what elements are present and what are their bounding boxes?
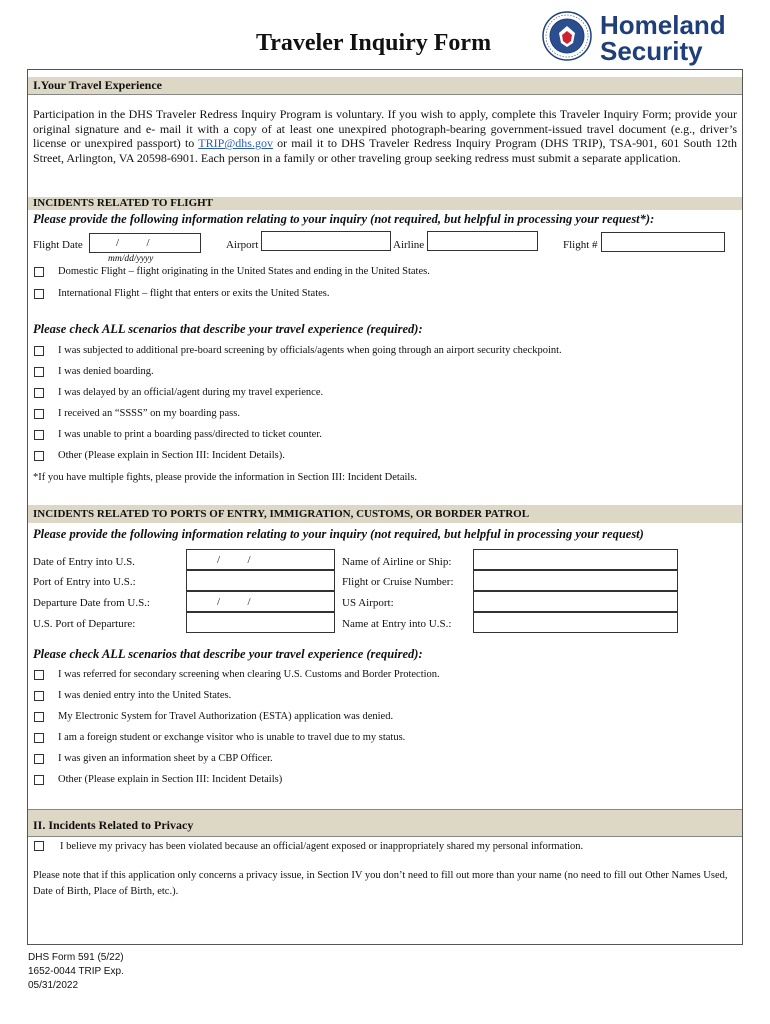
- domestic-flight-label: Domestic Flight – flight originating in the United States and ending in the United States.: [58, 266, 430, 277]
- departure-date-label: Departure Date from U.S.:: [33, 597, 150, 609]
- flight-scenario-checkbox[interactable]: [34, 451, 44, 461]
- airport-label: Airport: [226, 239, 259, 251]
- divider: [28, 94, 742, 95]
- omb-number: 1652-0044 TRIP Exp.: [28, 966, 124, 977]
- privacy-checkbox[interactable]: [34, 841, 44, 851]
- flight-number-field[interactable]: [601, 232, 725, 252]
- departure-date-field[interactable]: / /: [186, 591, 335, 612]
- ports-scenario-checkbox[interactable]: [34, 691, 44, 701]
- privacy-option-label: I believe my privacy has been violated because an official/agent exposed or inappropriately shared my personal information.: [60, 841, 584, 852]
- section-heading: I.Your Travel Experience: [28, 77, 742, 94]
- flight-scenario-label: I was subjected to additional pre-board screening by officials/agents when going through an airport security checkpoint.: [58, 345, 562, 356]
- airline-ship-field[interactable]: [473, 549, 678, 570]
- ports-scenario-label: My Electronic System for Travel Authorization (ESTA) application was denied.: [58, 711, 394, 722]
- form-footer: [28, 951, 124, 993]
- port-of-departure-label: U.S. Port of Departure:: [33, 618, 136, 630]
- ports-scenario-label: I was given an information sheet by a CBP Officer.: [58, 753, 273, 764]
- ports-scenario-checkbox[interactable]: [34, 775, 44, 785]
- expiration-date: 05/31/2022: [28, 980, 79, 991]
- flight-scenario-checkbox[interactable]: [34, 346, 44, 356]
- port-of-departure-field[interactable]: [186, 612, 335, 633]
- flight-number-label: Flight #: [563, 239, 598, 251]
- flight-cruise-number-field[interactable]: [473, 570, 678, 591]
- name-at-entry-field[interactable]: [473, 612, 678, 633]
- flight-scenario-checkbox[interactable]: [34, 388, 44, 398]
- airline-ship-label: Name of Airline or Ship:: [342, 556, 452, 568]
- ports-scenario-checkbox[interactable]: [34, 712, 44, 722]
- flight-scenario-checkbox[interactable]: [34, 367, 44, 377]
- flight-cruise-number-label: Flight or Cruise Number:: [342, 576, 454, 588]
- homeland-security-wordmark: Homeland Security: [600, 10, 726, 66]
- flight-heading: INCIDENTS RELATED TO FLIGHT: [28, 197, 742, 210]
- page-title: Traveler Inquiry Form: [256, 30, 492, 56]
- multiple-flights-note: *If you have multiple fights, please provide the information in Section III: Incident Details.: [33, 472, 418, 483]
- flight-scenario-checkbox[interactable]: [34, 430, 44, 440]
- date-format-hint: mm/dd/yyyy: [108, 254, 154, 264]
- entry-date-field[interactable]: / /: [186, 549, 335, 570]
- flight-scenario-label: Other (Please explain in Section III: Incident Details).: [58, 450, 285, 461]
- flight-scenario-label: I was delayed by an official/agent during my travel experience.: [58, 387, 324, 398]
- privacy-heading: II. Incidents Related to Privacy: [28, 809, 742, 837]
- domestic-flight-checkbox[interactable]: [34, 267, 44, 277]
- ports-instructions: Please provide the following information relating to your inquiry (not required, but helpful in processing your request): [33, 527, 644, 541]
- flight-scenario-checkbox[interactable]: [34, 409, 44, 419]
- us-airport-field[interactable]: [473, 591, 678, 612]
- form-number: DHS Form 591 (5/22): [28, 952, 124, 963]
- airline-label: Airline: [393, 239, 425, 251]
- flight-date-field[interactable]: / /: [89, 233, 201, 253]
- international-flight-checkbox[interactable]: [34, 289, 44, 299]
- intro-paragraph: Participation in the DHS Traveler Redress Inquiry Program is voluntary. If you wish to apply, complete this Traveler Inquiry Form; provide your original signature and e- mail it with a copy of at least one unexpired photograph-bearing government-issued travel document (e.g., driver’s license or unexpired passport) to TRIP@dhs.gov or mail it to DHS Traveler Redress Inquiry Program (DHS TRIP), TSA-901, 601 South 12th Street, Arlington, VA 20598-6901. Each person in a family or other traveling group seeking redress must submit a separate application.: [33, 107, 737, 165]
- airport-field[interactable]: [261, 231, 391, 251]
- entry-date-label: Date of Entry into U.S.: [33, 556, 136, 568]
- ports-scenario-label: I was denied entry into the United States.: [58, 690, 232, 701]
- ports-scenario-checkbox[interactable]: [34, 733, 44, 743]
- email-link[interactable]: TRIP@dhs.gov: [198, 136, 273, 151]
- ports-scenario-label: I am a foreign student or exchange visitor who is unable to travel due to my status.: [58, 732, 406, 743]
- airline-field[interactable]: [427, 231, 538, 251]
- dhs-seal-logo: [542, 11, 592, 61]
- ports-scenario-checkbox[interactable]: [34, 754, 44, 764]
- flight-date-label: Flight Date: [33, 239, 83, 251]
- ports-scenario-label: Other (Please explain in Section III: Incident Details): [58, 774, 283, 785]
- port-of-entry-field[interactable]: [186, 570, 335, 591]
- name-at-entry-label: Name at Entry into U.S.:: [342, 618, 452, 630]
- international-flight-label: International Flight – flight that enters or exits the United States.: [58, 288, 330, 299]
- ports-scenario-checkbox[interactable]: [34, 670, 44, 680]
- flight-scenarios-heading: Please check ALL scenarios that describe your travel experience (required):: [33, 322, 423, 336]
- ports-heading: INCIDENTS RELATED TO PORTS OF ENTRY, IMMIGRATION, CUSTOMS, OR BORDER PATROL: [28, 505, 742, 523]
- flight-scenario-label: I was unable to print a boarding pass/directed to ticket counter.: [58, 429, 322, 440]
- flight-instructions: Please provide the following information relating to your inquiry (not required, but helpful in processing your request*):: [33, 212, 655, 226]
- ports-scenarios-heading: Please check ALL scenarios that describe your travel experience (required):: [33, 647, 423, 661]
- privacy-note: Please note that if this application only concerns a privacy issue, in Section IV you don’t need to fill out more than your name (no need to fill out Other Names Used, Date of Birth, Place of Birth, etc.).: [33, 870, 728, 897]
- us-airport-label: US Airport:: [342, 597, 394, 609]
- flight-scenario-label: I received an “SSSS” on my boarding pass.: [58, 408, 240, 419]
- ports-scenario-label: I was referred for secondary screening when clearing U.S. Customs and Border Protection.: [58, 669, 440, 680]
- flight-scenario-label: I was denied boarding.: [58, 366, 154, 377]
- port-of-entry-label: Port of Entry into U.S.:: [33, 576, 136, 588]
